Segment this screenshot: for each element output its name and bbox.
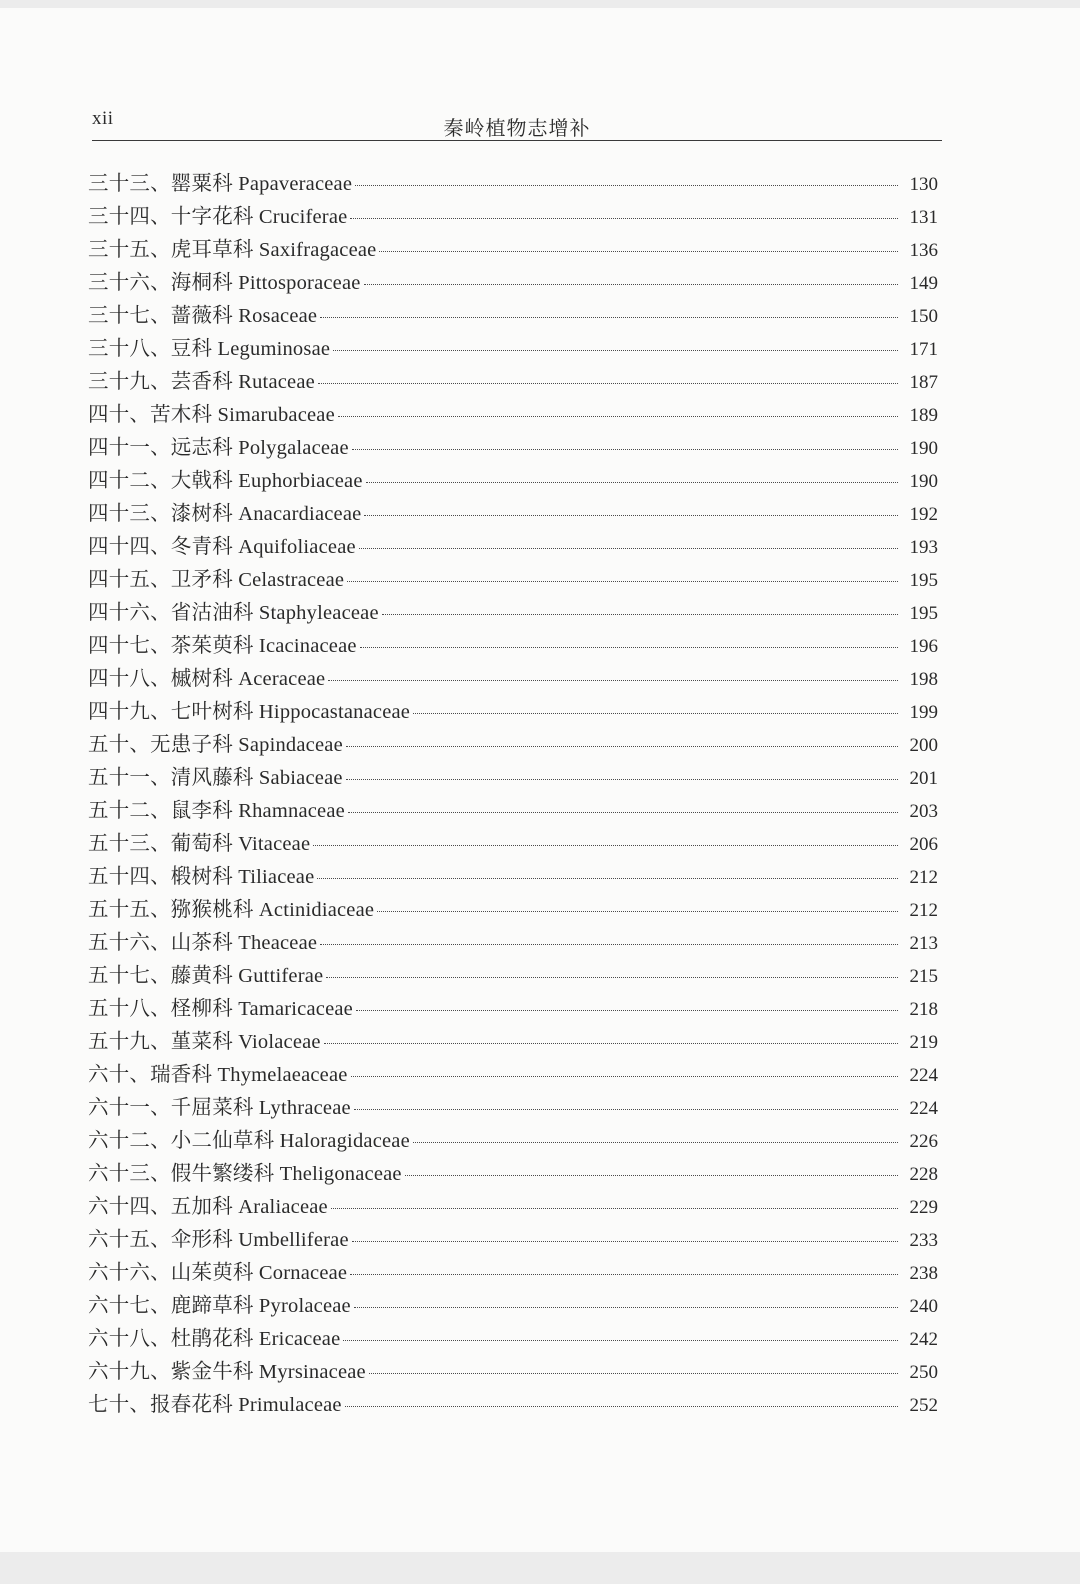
entry-page-number: 196	[909, 636, 938, 657]
toc-entry	[88, 364, 938, 397]
entry-page-number: 250	[909, 1362, 938, 1383]
entry-page-number: 130	[909, 174, 938, 195]
toc-entry	[88, 1090, 938, 1123]
toc-entry	[88, 826, 938, 859]
entry-page-number: 238	[909, 1263, 938, 1284]
dot-leader	[352, 449, 898, 450]
table-of-contents	[88, 166, 938, 1420]
entry-page-number: 226	[909, 1131, 938, 1152]
toc-entry	[88, 727, 938, 760]
entry-page-number: 233	[909, 1230, 938, 1251]
toc-entry	[88, 331, 938, 364]
toc-entry	[88, 1222, 938, 1255]
toc-entry	[88, 1156, 938, 1189]
toc-entry	[88, 298, 938, 331]
entry-title: 六十八、杜鹃花科 Ericaceae	[88, 1328, 341, 1350]
toc-entry	[88, 232, 938, 265]
entry-title: 五十九、堇菜科 Violaceae	[88, 1031, 321, 1053]
toc-entry	[88, 265, 938, 298]
dot-leader	[356, 1010, 898, 1011]
toc-entry	[88, 1057, 938, 1090]
entry-title: 六十七、鹿蹄草科 Pyrolaceae	[88, 1295, 351, 1317]
toc-entry	[88, 397, 938, 430]
dot-leader	[350, 1274, 898, 1275]
entry-page-number: 212	[909, 900, 938, 921]
entry-title: 三十三、罂粟科 Papaveraceae	[88, 173, 353, 195]
toc-entry	[88, 463, 938, 496]
dot-leader	[355, 185, 898, 186]
entry-title: 三十六、海桐科 Pittosporaceae	[88, 272, 361, 294]
entry-title: 四十五、卫矛科 Celastraceae	[88, 569, 345, 591]
entry-page-number: 195	[909, 570, 938, 591]
dot-leader	[328, 680, 898, 681]
entry-title: 五十一、清风藤科 Sabiaceae	[88, 767, 343, 789]
entry-page-number: 192	[909, 504, 938, 525]
entry-title: 三十五、虎耳草科 Saxifragaceae	[88, 239, 377, 261]
entry-title: 五十六、山茶科 Theaceae	[88, 932, 318, 954]
dot-leader	[333, 350, 898, 351]
toc-entry	[88, 529, 938, 562]
dot-leader	[369, 1373, 898, 1374]
dot-leader	[338, 416, 898, 417]
entry-title: 五十七、藤黄科 Guttiferae	[88, 965, 324, 987]
dot-leader	[359, 548, 898, 549]
dot-leader	[413, 1142, 898, 1143]
page-number: xii	[92, 108, 114, 129]
toc-entry	[88, 661, 938, 694]
entry-page-number: 215	[909, 966, 938, 987]
entry-page-number: 198	[909, 669, 938, 690]
entry-page-number: 252	[909, 1395, 938, 1416]
dot-leader	[350, 218, 898, 219]
toc-entry	[88, 1024, 938, 1057]
entry-title: 四十七、茶茱萸科 Icacinaceae	[88, 635, 357, 657]
entry-page-number: 201	[909, 768, 938, 789]
entry-title: 六十五、伞形科 Umbelliferae	[88, 1229, 349, 1251]
book-page	[0, 8, 1080, 1552]
entry-title: 四十六、省沽油科 Staphyleaceae	[88, 602, 379, 624]
entry-page-number: 200	[909, 735, 938, 756]
entry-page-number: 199	[909, 702, 938, 723]
toc-entry	[88, 199, 938, 232]
toc-entry	[88, 1288, 938, 1321]
dot-leader	[405, 1175, 898, 1176]
entry-page-number: 190	[909, 471, 938, 492]
entry-page-number: 136	[909, 240, 938, 261]
entry-page-number: 229	[909, 1197, 938, 1218]
dot-leader	[354, 1307, 898, 1308]
entry-page-number: 193	[909, 537, 938, 558]
dot-leader	[364, 284, 898, 285]
entry-page-number: 203	[909, 801, 938, 822]
entry-title: 三十九、芸香科 Rutaceae	[88, 371, 315, 393]
toc-entry	[88, 166, 938, 199]
entry-page-number: 131	[909, 207, 938, 228]
entry-page-number: 189	[909, 405, 938, 426]
toc-entry	[88, 958, 938, 991]
entry-page-number: 242	[909, 1329, 938, 1350]
toc-entry	[88, 1255, 938, 1288]
toc-entry	[88, 991, 938, 1024]
entry-title: 五十四、椴树科 Tiliaceae	[88, 866, 315, 888]
toc-entry	[88, 496, 938, 529]
dot-leader	[366, 482, 898, 483]
entry-title: 五十五、猕猴桃科 Actinidiaceae	[88, 899, 375, 921]
entry-title: 四十二、大戟科 Euphorbiaceae	[88, 470, 363, 492]
toc-entry	[88, 694, 938, 727]
entry-page-number: 218	[909, 999, 938, 1020]
entry-page-number: 206	[909, 834, 938, 855]
entry-title: 六十、瑞香科 Thymelaeaceae	[88, 1064, 348, 1086]
dot-leader	[317, 878, 898, 879]
entry-title: 五十三、葡萄科 Vitaceae	[88, 833, 311, 855]
entry-title: 四十一、远志科 Polygalaceae	[88, 437, 349, 459]
entry-title: 六十三、假牛繁缕科 Theligonaceae	[88, 1163, 402, 1185]
toc-entry	[88, 1354, 938, 1387]
dot-leader	[346, 746, 898, 747]
entry-page-number: 195	[909, 603, 938, 624]
book-title: 秦岭植物志增补	[443, 118, 591, 140]
dot-leader	[320, 317, 898, 318]
entry-page-number: 224	[909, 1065, 938, 1086]
entry-page-number: 212	[909, 867, 938, 888]
toc-entry	[88, 1387, 938, 1420]
entry-title: 三十四、十字花科 Cruciferae	[88, 206, 348, 228]
entry-page-number: 224	[909, 1098, 938, 1119]
dot-leader	[364, 515, 898, 516]
dot-leader	[313, 845, 898, 846]
entry-title: 六十九、紫金牛科 Myrsinaceae	[88, 1361, 366, 1383]
dot-leader	[347, 581, 898, 582]
dot-leader	[348, 812, 898, 813]
dot-leader	[318, 383, 898, 384]
toc-entry	[88, 1321, 938, 1354]
dot-leader	[377, 911, 898, 912]
entry-title: 三十八、豆科 Leguminosae	[88, 338, 331, 360]
dot-leader	[326, 977, 898, 978]
entry-title: 四十八、槭树科 Aceraceae	[88, 668, 326, 690]
dot-leader	[360, 647, 898, 648]
toc-entry	[88, 1189, 938, 1222]
entry-title: 七十、报春花科 Primulaceae	[88, 1394, 342, 1416]
entry-title: 五十、无患子科 Sapindaceae	[88, 734, 343, 756]
entry-title: 五十八、柽柳科 Tamaricaceae	[88, 998, 353, 1020]
entry-title: 四十四、冬青科 Aquifoliaceae	[88, 536, 356, 558]
dot-leader	[320, 944, 898, 945]
dot-leader	[343, 1340, 898, 1341]
entry-page-number: 228	[909, 1164, 938, 1185]
entry-title: 四十三、漆树科 Anacardiaceae	[88, 503, 362, 525]
dot-leader	[379, 251, 898, 252]
entry-title: 五十二、鼠李科 Rhamnaceae	[88, 800, 345, 822]
toc-entry	[88, 595, 938, 628]
dot-leader	[346, 779, 898, 780]
entry-page-number: 190	[909, 438, 938, 459]
entry-title: 六十一、千屈菜科 Lythraceae	[88, 1097, 351, 1119]
toc-entry	[88, 1123, 938, 1156]
toc-entry	[88, 760, 938, 793]
entry-title: 六十二、小二仙草科 Haloragidaceae	[88, 1130, 410, 1152]
entry-page-number: 213	[909, 933, 938, 954]
entry-page-number: 171	[909, 339, 938, 360]
entry-page-number: 187	[909, 372, 938, 393]
entry-title: 六十四、五加科 Araliaceae	[88, 1196, 328, 1218]
toc-entry	[88, 925, 938, 958]
running-header	[92, 106, 942, 141]
entry-page-number: 149	[909, 273, 938, 294]
entry-title: 四十、苦木科 Simarubaceae	[88, 404, 335, 426]
entry-title: 四十九、七叶树科 Hippocastanaceae	[88, 701, 411, 723]
entry-page-number: 240	[909, 1296, 938, 1317]
entry-title: 六十六、山茱萸科 Cornaceae	[88, 1262, 348, 1284]
dot-leader	[324, 1043, 898, 1044]
dot-leader	[351, 1076, 898, 1077]
dot-leader	[352, 1241, 898, 1242]
toc-entry	[88, 562, 938, 595]
dot-leader	[354, 1109, 898, 1110]
dot-leader	[413, 713, 898, 714]
dot-leader	[382, 614, 898, 615]
entry-page-number: 150	[909, 306, 938, 327]
toc-entry	[88, 430, 938, 463]
entry-page-number: 219	[909, 1032, 938, 1053]
toc-entry	[88, 859, 938, 892]
toc-entry	[88, 892, 938, 925]
dot-leader	[331, 1208, 898, 1209]
dot-leader	[345, 1406, 898, 1407]
toc-entry	[88, 628, 938, 661]
entry-title: 三十七、蔷薇科 Rosaceae	[88, 305, 318, 327]
toc-entry	[88, 793, 938, 826]
